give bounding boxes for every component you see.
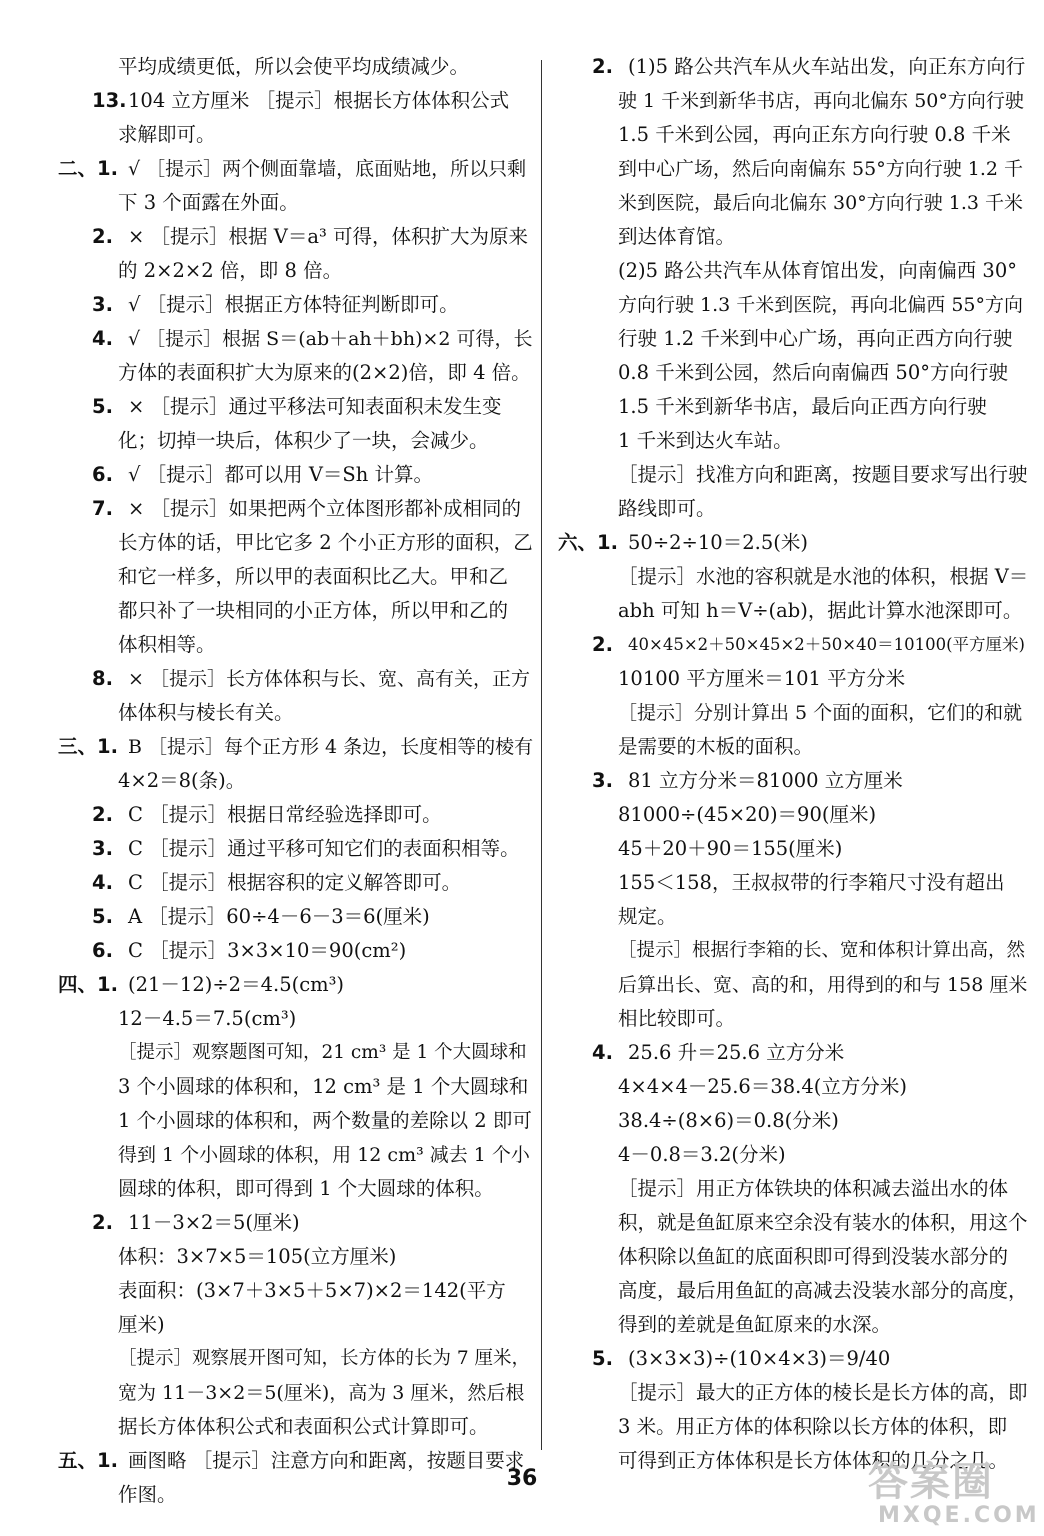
answer-text: C ［提示］3×3×10＝90(cm²): [128, 939, 407, 962]
answer-text: 平均成绩更低，所以会使平均成绩减少。: [118, 55, 470, 78]
answer-text: 10100 平方厘米＝101 平方分米: [618, 667, 906, 690]
question-number: 五、1.: [58, 1449, 118, 1472]
answer-line: [58, 1410, 534, 1444]
answer-text: 体积：3×7×5＝105(立方厘米): [118, 1245, 397, 1268]
answer-line: [58, 832, 534, 866]
answer-line: [58, 560, 534, 594]
watermark-url: MXQE.COM: [878, 1503, 1040, 1528]
answer-line: [58, 1138, 534, 1172]
answer-line: [58, 492, 534, 526]
answer-text: × ［提示］如果把两个立体图形都补成相同的: [128, 497, 522, 520]
answer-text: 81000÷(45×20)＝90(厘米): [618, 803, 877, 826]
answer-line: [58, 390, 534, 424]
answer-text: 路线即可。: [618, 497, 716, 520]
answer-line: [558, 866, 1030, 900]
answer-line: [58, 900, 534, 934]
question-number: 4.: [92, 871, 113, 894]
answer-text: 驶 1 千米到新华书店，再向北偏东 50°方向行驶: [618, 90, 1024, 112]
answer-text: 和它一样多，所以甲的表面积比乙大。甲和乙: [118, 565, 509, 588]
question-number: 三、1.: [58, 735, 118, 758]
answer-text: (3×3×3)÷(10×4×3)＝9/40: [628, 1347, 891, 1370]
answer-text: A ［提示］60÷4－6－3＝6(厘米): [128, 905, 430, 928]
answer-text: 到达体育馆。: [618, 225, 736, 248]
answer-line: [558, 1036, 1030, 1070]
answer-text: 4×4×4－25.6＝38.4(立方分米): [618, 1075, 907, 1098]
answer-text: 长方体的话，甲比它多 2 个小正方形的面积，乙: [118, 531, 533, 554]
answer-line: [58, 118, 534, 152]
answer-line: [558, 254, 1030, 288]
answer-text: 得到 1 个小圆球的体积，用 12 cm³ 减去 1 个小: [118, 1144, 530, 1166]
answer-line: [58, 1342, 534, 1376]
answer-line: [58, 84, 534, 118]
answer-text: 画图略 ［提示］注意方向和距离，按题目要求: [128, 1449, 525, 1472]
answer-text: 3 米。用正方体的体积除以长方体的体积，即: [618, 1415, 1008, 1438]
question-number: 3.: [92, 293, 113, 316]
answer-line: [58, 594, 534, 628]
answer-line: [558, 1342, 1030, 1376]
answer-text: 3 个小圆球的体积和，12 cm³ 是 1 个大圆球和: [118, 1075, 529, 1098]
answer-text: 表面积：(3×7＋3×5＋5×7)×2＝142(平方: [118, 1279, 506, 1302]
answer-line: [58, 1274, 534, 1308]
watermark-logo-text: 答案圈: [868, 1459, 994, 1505]
answer-line: [558, 1206, 1030, 1240]
question-number: 二、1.: [58, 157, 118, 180]
answer-text: 方向行驶 1.3 千米到医院，再向北偏西 55°方向: [618, 294, 1024, 316]
answer-text: 圆球的体积，即可得到 1 个大圆球的体积。: [118, 1177, 494, 1200]
answer-text: 81 立方分米＝81000 立方厘米: [628, 769, 903, 792]
answer-line: [558, 390, 1030, 424]
answer-text: B ［提示］每个正方形 4 条边，长度相等的棱有: [128, 736, 534, 758]
answer-line: [58, 152, 534, 186]
answer-line: [558, 832, 1030, 866]
answer-text: 相比较即可。: [618, 1007, 736, 1030]
answer-line: [558, 186, 1030, 220]
answer-line: [558, 118, 1030, 152]
answer-text: 38.4÷(8×6)＝0.8(分米): [618, 1109, 839, 1132]
question-number: 2.: [92, 803, 113, 826]
answer-line: [58, 424, 534, 458]
question-number: 3.: [92, 837, 113, 860]
answer-text: √ ［提示］都可以用 V＝Sh 计算。: [128, 463, 434, 486]
right-column: [558, 50, 1030, 1478]
answer-text: ［提示］根据行李箱的长、宽和体积计算出高，然: [618, 940, 1026, 961]
watermark-logo: [868, 1460, 1038, 1532]
answer-text: 宽为 11－3×2＝5(厘米)，高为 3 厘米，然后根: [118, 1382, 525, 1404]
answer-text: 4－0.8＝3.2(分米): [618, 1143, 786, 1166]
answer-text: (1)5 路公共汽车从火车站出发，向正东方向行: [628, 55, 1026, 78]
answer-line: [558, 458, 1030, 492]
answer-text: 得到的差就是鱼缸原来的水深。: [618, 1313, 892, 1336]
question-number: 5.: [92, 905, 113, 928]
answer-line: [558, 662, 1030, 696]
answer-text: 25.6 升＝25.6 立方分米: [628, 1041, 845, 1064]
answer-line: [558, 322, 1030, 356]
answer-text: 体积除以鱼缸的底面积即可得到没装水部分的: [618, 1245, 1009, 1268]
answer-line: [58, 934, 534, 968]
question-number: 2.: [592, 55, 613, 78]
answer-text: 下 3 个面露在外面。: [118, 191, 299, 214]
answer-line: [558, 1376, 1030, 1410]
answer-line: [558, 628, 1030, 662]
answer-line: [58, 696, 534, 730]
answer-line: [558, 764, 1030, 798]
answer-text: 行驶 1.2 千米到中心广场，再向正西方向行驶: [618, 327, 1013, 350]
answer-line: [558, 492, 1030, 526]
answer-text: 40×45×2＋50×45×2＋50×40＝10100(平方厘米): [628, 635, 1025, 654]
answer-text: 到中心广场，然后向南偏东 55°方向行驶 1.2 千: [618, 158, 1024, 180]
answer-text: × ［提示］通过平移法可知表面积未发生变: [128, 395, 502, 418]
answer-line: [558, 730, 1030, 764]
answer-line: [58, 288, 534, 322]
answer-text: 体积相等。: [118, 633, 216, 656]
answer-line: [58, 968, 534, 1002]
answer-text: ［提示］分别计算出 5 个面的面积，它们的和就: [618, 702, 1023, 724]
answer-text: × ［提示］根据 V＝a³ 可得，体积扩大为原来: [128, 225, 528, 248]
answer-text: 体体积与棱长有关。: [118, 701, 294, 724]
answer-line: [58, 322, 534, 356]
answer-text: 求解即可。: [118, 123, 216, 146]
answer-line: [558, 1172, 1030, 1206]
question-number: 六、1.: [558, 531, 618, 554]
question-number: 5.: [92, 395, 113, 418]
answer-text: 4×2＝8(条)。: [118, 769, 246, 792]
answer-text: 积，就是鱼缸原来空余没有装水的体积，用这个: [618, 1211, 1028, 1234]
answer-text: (2)5 路公共汽车从体育馆出发，向南偏西 30°: [618, 259, 1017, 282]
answer-line: [58, 458, 534, 492]
answer-line: [558, 220, 1030, 254]
answer-line: [558, 560, 1030, 594]
answer-line: [558, 934, 1030, 968]
answer-text: 0.8 千米到公园，然后向南偏西 50°方向行驶: [618, 361, 1008, 384]
answer-line: [558, 1104, 1030, 1138]
answer-text: ［提示］最大的正方体的棱长是长方体的高，即: [618, 1381, 1028, 1404]
answer-text: 据长方体体积公式和表面积公式计算即可。: [118, 1415, 489, 1438]
answer-text: 都只补了一块相同的小正方体，所以甲和乙的: [118, 599, 509, 622]
question-number: 13.: [92, 89, 127, 112]
answer-text: 104 立方厘米 ［提示］根据长方体体积公式: [128, 89, 510, 112]
question-number: 6.: [92, 463, 113, 486]
answer-text: 1 个小圆球的体积和，两个数量的差除以 2 即可: [118, 1109, 532, 1132]
answer-line: [558, 594, 1030, 628]
question-number: 2.: [92, 225, 113, 248]
answer-text: 化；切掉一块后，体积少了一块，会减少。: [118, 429, 489, 452]
question-number: 四、1.: [58, 973, 118, 996]
answer-text: √ ［提示］两个侧面靠墙，底面贴地，所以只剩: [128, 158, 527, 180]
answer-text: 高度，最后用鱼缸的高减去没装水部分的高度，: [618, 1279, 1028, 1302]
answer-text: 方体的表面积扩大为原来的(2×2)倍，即 4 倍。: [118, 361, 531, 384]
answer-line: [58, 798, 534, 832]
question-number: 4.: [92, 327, 113, 350]
answer-text: C ［提示］根据日常经验选择即可。: [128, 803, 442, 826]
answer-text: C ［提示］根据容积的定义解答即可。: [128, 871, 462, 894]
answer-line: [558, 356, 1030, 390]
answer-line: [558, 1240, 1030, 1274]
answer-text: 的 2×2×2 倍，即 8 倍。: [118, 259, 343, 282]
question-number: 2.: [592, 633, 613, 656]
answer-line: [58, 730, 534, 764]
answer-line: [558, 1138, 1030, 1172]
answer-text: 1.5 千米到公园，再向正东方向行驶 0.8 千米: [618, 123, 1011, 146]
answer-line: [558, 900, 1030, 934]
answer-line: [558, 1274, 1030, 1308]
answer-line: [58, 866, 534, 900]
answer-text: (21－12)÷2＝4.5(cm³): [128, 973, 345, 996]
answer-line: [58, 1104, 534, 1138]
answer-text: ［提示］用正方体铁块的体积减去溢出水的体: [618, 1177, 1009, 1200]
answer-line: [58, 356, 534, 390]
answer-line: [58, 628, 534, 662]
answer-text: 可得到正方体体积是长方体体积的几分之几。: [618, 1449, 1009, 1472]
answer-line: [58, 1070, 534, 1104]
answer-text: ［提示］观察题图可知，21 cm³ 是 1 个大圆球和: [118, 1042, 527, 1063]
question-number: 4.: [592, 1041, 613, 1064]
answer-text: 155＜158，王叔叔带的行李箱尺寸没有超出: [618, 871, 1005, 894]
answer-line: [558, 424, 1030, 458]
answer-text: ［提示］找准方向和距离，按题目要求写出行驶: [618, 463, 1028, 486]
answer-text: ［提示］水池的容积就是水池的体积，根据 V＝: [618, 565, 1029, 588]
answer-text: 厘米): [118, 1313, 165, 1336]
answer-line: [58, 1206, 534, 1240]
question-number: 3.: [592, 769, 613, 792]
answer-text: 1 千米到达火车站。: [618, 429, 793, 452]
answer-text: C ［提示］通过平移可知它们的表面积相等。: [128, 837, 520, 860]
left-column: [58, 50, 534, 1512]
answer-line: [58, 50, 534, 84]
answer-line: [558, 526, 1030, 560]
answer-line: [58, 1308, 534, 1342]
answer-text: 45＋20＋90＝155(厘米): [618, 837, 843, 860]
answer-text: 1.5 千米到新华书店，最后向正西方向行驶: [618, 395, 987, 418]
answer-line: [558, 696, 1030, 730]
answer-line: [558, 1410, 1030, 1444]
answer-text: abh 可知 h＝V÷(ab)，据此计算水池深即可。: [618, 599, 1023, 622]
answer-text: 11－3×2＝5(厘米): [128, 1211, 300, 1234]
page-number: 36: [506, 1466, 538, 1491]
answer-text: × ［提示］长方体体积与长、宽、高有关，正方: [128, 668, 530, 690]
question-number: 7.: [92, 497, 113, 520]
answer-text: 是需要的木板的面积。: [618, 735, 814, 758]
answer-text: √ ［提示］根据 S＝(ab＋ah＋bh)×2 可得，长: [128, 328, 533, 350]
answer-text: 12－4.5＝7.5(cm³): [118, 1007, 297, 1030]
answer-line: [58, 1036, 534, 1070]
answer-line: [558, 152, 1030, 186]
answer-line: [58, 254, 534, 288]
question-number: 5.: [592, 1347, 613, 1370]
answer-line: [58, 186, 534, 220]
answer-line: [58, 1240, 534, 1274]
answer-line: [558, 50, 1030, 84]
answer-line: [58, 526, 534, 560]
question-number: 8.: [92, 667, 113, 690]
answer-line: [58, 1172, 534, 1206]
answer-text: 后算出长、宽、高的和，用得到的和与 158 厘米: [618, 974, 1028, 996]
answer-line: [58, 1376, 534, 1410]
answer-line: [558, 288, 1030, 322]
answer-text: √ ［提示］根据正方体特征判断即可。: [128, 293, 459, 316]
answer-text: 米到医院，最后向北偏东 30°方向行驶 1.3 千米: [618, 192, 1024, 214]
answer-line: [558, 1070, 1030, 1104]
question-number: 6.: [92, 939, 113, 962]
answer-line: [58, 220, 534, 254]
answer-line: [558, 798, 1030, 832]
answer-text: ［提示］观察展开图可知，长方体的长为 7 厘米，: [118, 1348, 531, 1369]
answer-text: 作图。: [118, 1483, 177, 1506]
column-divider: [541, 60, 542, 1450]
answer-line: [58, 662, 534, 696]
answer-text: 规定。: [618, 905, 677, 928]
answer-text: 50÷2÷10＝2.5(米): [628, 531, 808, 554]
question-number: 2.: [92, 1211, 113, 1234]
answer-line: [558, 1002, 1030, 1036]
answer-line: [558, 84, 1030, 118]
answer-line: [558, 1308, 1030, 1342]
answer-line: [58, 764, 534, 798]
answer-line: [58, 1002, 534, 1036]
answer-line: [558, 968, 1030, 1002]
